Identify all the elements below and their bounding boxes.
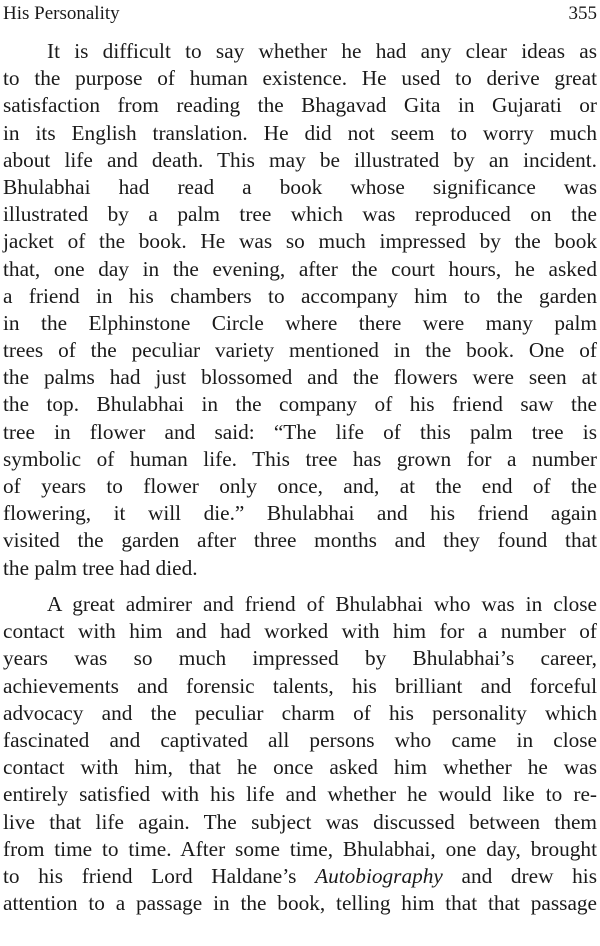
text-line: entirely satisfied with his life and whether he would like to re-	[3, 782, 597, 807]
text-line: Bhulabhai had read a book whose significance was	[3, 174, 597, 199]
text-line: trees of the peculiar variety mentioned in the book. One of	[3, 338, 597, 363]
text-line: tree in flower and said: “The life of this palm tree is	[3, 419, 597, 444]
book-title-autobiography: Autobiography	[315, 863, 443, 888]
text-line: illustrated by a palm tree which was reproduced on the	[3, 202, 597, 227]
text-line: of years to flower only once, and, at the end of the	[3, 474, 597, 498]
text-line: live that life again. The subject was discussed between them	[3, 809, 597, 834]
text-line: that, one day in the evening, after the court hours, he asked	[3, 256, 597, 281]
text-line: satisfaction from reading the Bhagavad Gita in Gujarati or	[3, 93, 597, 118]
page-number: 355	[568, 3, 597, 24]
paragraph-1	[3, 38, 597, 582]
text-line: in its English translation. He did not seem to worry much	[3, 120, 597, 145]
text-line: about life and death. This may be illustrated by an incident.	[3, 147, 597, 172]
text-line-with-italic-title	[3, 863, 597, 890]
text-line: the palm tree had died.	[3, 555, 198, 580]
text-line: flowering, it will die.” Bhulabhai and his friend again	[3, 501, 597, 526]
text-line: attention to a passage in the book, telling him that that passage	[3, 891, 597, 916]
text-line: contact with him, that he once asked him whether he was	[3, 755, 597, 780]
text-line: It is difficult to say whether he had any clear ideas as	[47, 39, 597, 63]
text-line: the palms had just blossomed and the flowers were seen at	[3, 365, 597, 390]
text-segment: to his friend Lord Haldane’s	[3, 863, 316, 888]
text-segment: and drew his	[442, 863, 597, 888]
text-line: to the purpose of human existence. He used to derive great	[3, 66, 597, 91]
text-line: a friend in his chambers to accompany him to the garden	[3, 283, 597, 308]
text-line: in the Elphinstone Circle where there were many palm	[3, 310, 597, 335]
text-line: contact with him and had worked with him for a number of	[3, 619, 597, 644]
text-line: fascinated and captivated all persons who came in close	[3, 727, 597, 752]
paragraph-2	[3, 591, 597, 917]
text-line: advocacy and the peculiar charm of his personality which	[3, 700, 597, 725]
text-line: jacket of the book. He was so much impressed by the book	[3, 229, 597, 254]
text-line: visited the garden after three months and they found that	[3, 528, 597, 553]
text-line: from time to time. After some time, Bhulabhai, one day, brought	[3, 836, 597, 861]
chapter-title: His Personality	[3, 3, 120, 24]
text-line: years was so much impressed by Bhulabhai’s career,	[3, 646, 597, 671]
text-line: the top. Bhulabhai in the company of his friend saw the	[3, 392, 597, 417]
running-head	[3, 2, 597, 26]
text-line: A great admirer and friend of Bhulabhai who was in close	[47, 592, 597, 616]
text-line: achievements and forensic talents, his brilliant and forceful	[3, 673, 597, 698]
text-line: symbolic of human life. This tree has grown for a number	[3, 446, 597, 471]
